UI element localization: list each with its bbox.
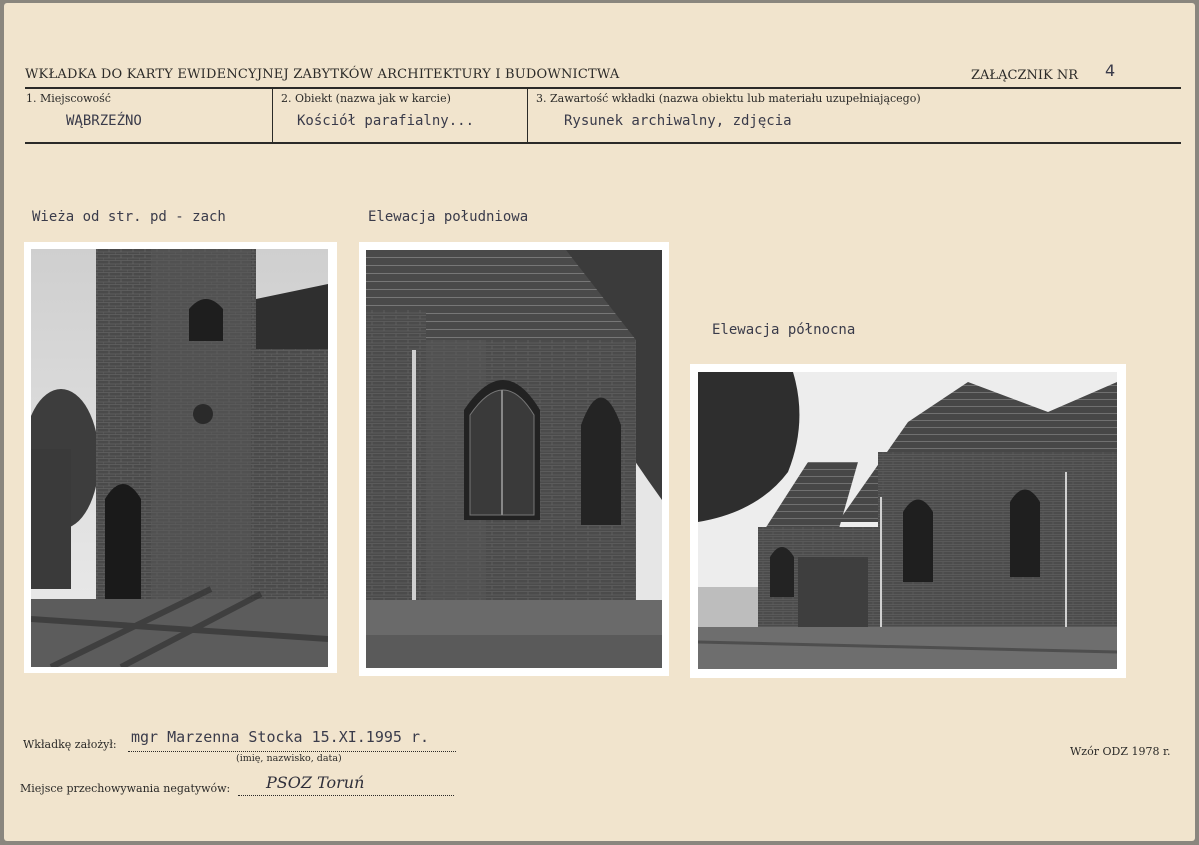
card-title: WKŁADKA DO KARTY EWIDENCYJNEJ ZABYTKÓW ARCHITEKTURY I BUDOWNICTWA (25, 67, 620, 82)
field-divider-1 (272, 89, 273, 142)
photo-north-image (698, 372, 1117, 669)
attachment-label: ZAŁĄCZNIK NR (971, 68, 1079, 83)
record-card (4, 3, 1195, 841)
form-identifier: Wzór ODZ 1978 r. (1070, 745, 1171, 758)
header-bottom-rule (25, 142, 1181, 144)
object-label: 2. Obiekt (nazwa jak w karcie) (281, 92, 451, 105)
photo-caption-south: Elewacja południowa (368, 209, 529, 225)
content-value: Rysunek archiwalny, zdjęcia (564, 113, 792, 129)
photo-south-elevation (359, 242, 669, 676)
photo-north-elevation (690, 364, 1126, 678)
field-divider-2 (527, 89, 528, 142)
created-by-hint: (imię, nazwisko, data) (236, 753, 342, 764)
photo-caption-north: Elewacja północna (712, 322, 856, 338)
created-by-value: mgr Marzenna Stocka 15.XI.1995 r. (131, 728, 430, 746)
photo-tower-image (31, 249, 328, 667)
created-by-label: Wkładkę założył: (23, 738, 117, 751)
locality-value: WĄBRZEŹNO (66, 113, 142, 129)
attachment-number: 4 (1105, 61, 1116, 80)
locality-label: 1. Miejscowość (26, 92, 111, 105)
photo-south-image (366, 250, 662, 668)
photo-caption-tower: Wieża od str. pd - zach (32, 209, 226, 225)
created-by-line (128, 751, 456, 752)
content-label: 3. Zawartość wkładki (nazwa obiektu lub materiału uzupełniającego) (536, 92, 921, 105)
storage-line (238, 795, 454, 796)
photo-tower (24, 242, 337, 673)
storage-value: PSOZ Toruń (266, 773, 365, 792)
header-top-rule (25, 87, 1181, 89)
object-value: Kościół parafialny... (297, 113, 475, 129)
storage-label: Miejsce przechowywania negatywów: (20, 782, 231, 795)
